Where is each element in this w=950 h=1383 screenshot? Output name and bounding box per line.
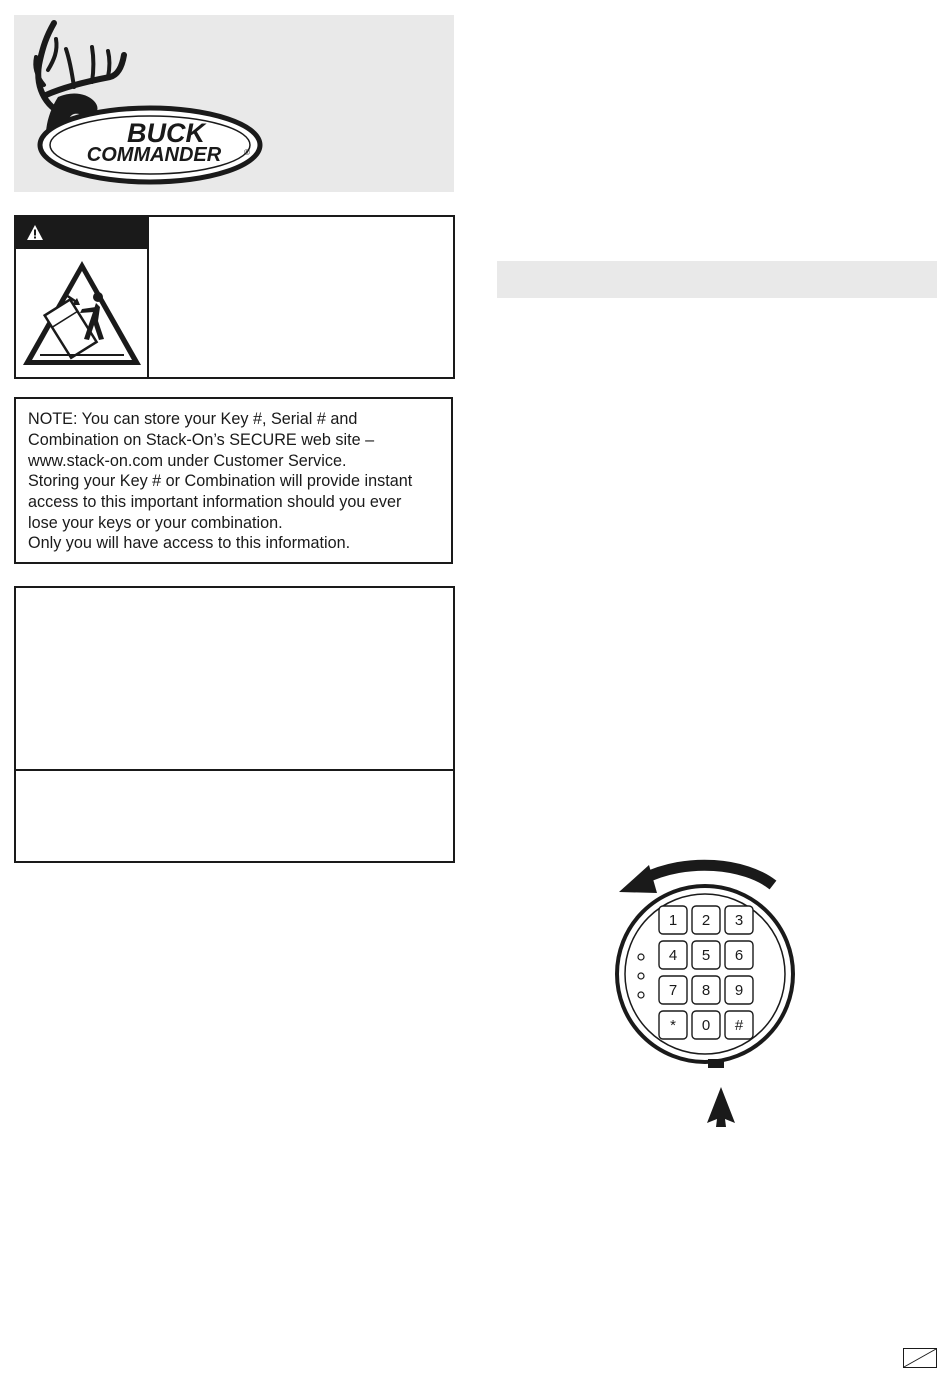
keypad-key-label: # bbox=[734, 1017, 744, 1034]
up-arrow-icon bbox=[707, 1087, 735, 1127]
section-header-bar bbox=[497, 261, 937, 298]
note-line: www.stack-on.com under Customer Service. bbox=[28, 452, 347, 470]
keypad-key bbox=[725, 941, 753, 969]
keypad-key bbox=[659, 1011, 687, 1039]
keypad-key-label: 0 bbox=[701, 1017, 711, 1034]
keypad-key-label: 5 bbox=[701, 947, 711, 964]
keypad-key-label: 2 bbox=[701, 912, 711, 929]
keypad-key bbox=[725, 906, 753, 934]
keypad-key-label: 6 bbox=[734, 947, 744, 964]
keypad-key bbox=[725, 976, 753, 1004]
page-number-box bbox=[903, 1348, 937, 1368]
warning-triangle-icon bbox=[26, 224, 44, 241]
note-line: Combination on Stack-On’s SECURE web site – bbox=[28, 431, 375, 449]
electronic-lock-keypad-icon bbox=[605, 855, 805, 1127]
logo-text-buck: BUCK bbox=[127, 118, 205, 148]
logo-panel bbox=[14, 15, 454, 192]
warning-divider bbox=[147, 217, 149, 377]
keypad-key bbox=[692, 906, 720, 934]
keypad-key-label: 3 bbox=[734, 912, 744, 929]
note-line: NOTE: You can store your Key #, Serial # and bbox=[28, 410, 358, 428]
info-box-divider bbox=[16, 769, 453, 771]
note-line: Storing your Key # or Combination will provide instant bbox=[28, 472, 413, 490]
keypad-key-label: 7 bbox=[668, 982, 678, 999]
keypad-key-label: 4 bbox=[668, 947, 678, 964]
counterclockwise-arrow-icon bbox=[643, 865, 773, 885]
tip-over-hazard-icon bbox=[20, 257, 144, 369]
note-line: access to this important information should you ever bbox=[28, 493, 402, 511]
info-box bbox=[14, 586, 455, 863]
note-line: Only you will have access to this information. bbox=[28, 534, 351, 552]
keypad-key-label: 1 bbox=[668, 912, 678, 929]
logo-trademark: ® bbox=[244, 148, 250, 157]
keypad-key-label: 9 bbox=[734, 982, 744, 999]
keypad-key-label: 8 bbox=[701, 982, 711, 999]
buck-commander-logo bbox=[14, 15, 454, 192]
keypad-key bbox=[692, 1011, 720, 1039]
keypad-keys bbox=[659, 906, 753, 1039]
warning-box bbox=[14, 215, 455, 379]
keypad-key bbox=[725, 1011, 753, 1039]
keypad-key bbox=[659, 941, 687, 969]
note-box bbox=[14, 397, 453, 564]
keypad-figure bbox=[605, 855, 805, 1132]
logo-text-commander: COMMANDER bbox=[86, 144, 222, 166]
keypad-key bbox=[659, 906, 687, 934]
keypad-key-label: * bbox=[670, 1017, 676, 1034]
warning-header-bar bbox=[16, 217, 148, 249]
keypad-key bbox=[692, 941, 720, 969]
note-line: lose your keys or your combination. bbox=[28, 514, 283, 532]
keypad-key bbox=[659, 976, 687, 1004]
keypad-key bbox=[692, 976, 720, 1004]
